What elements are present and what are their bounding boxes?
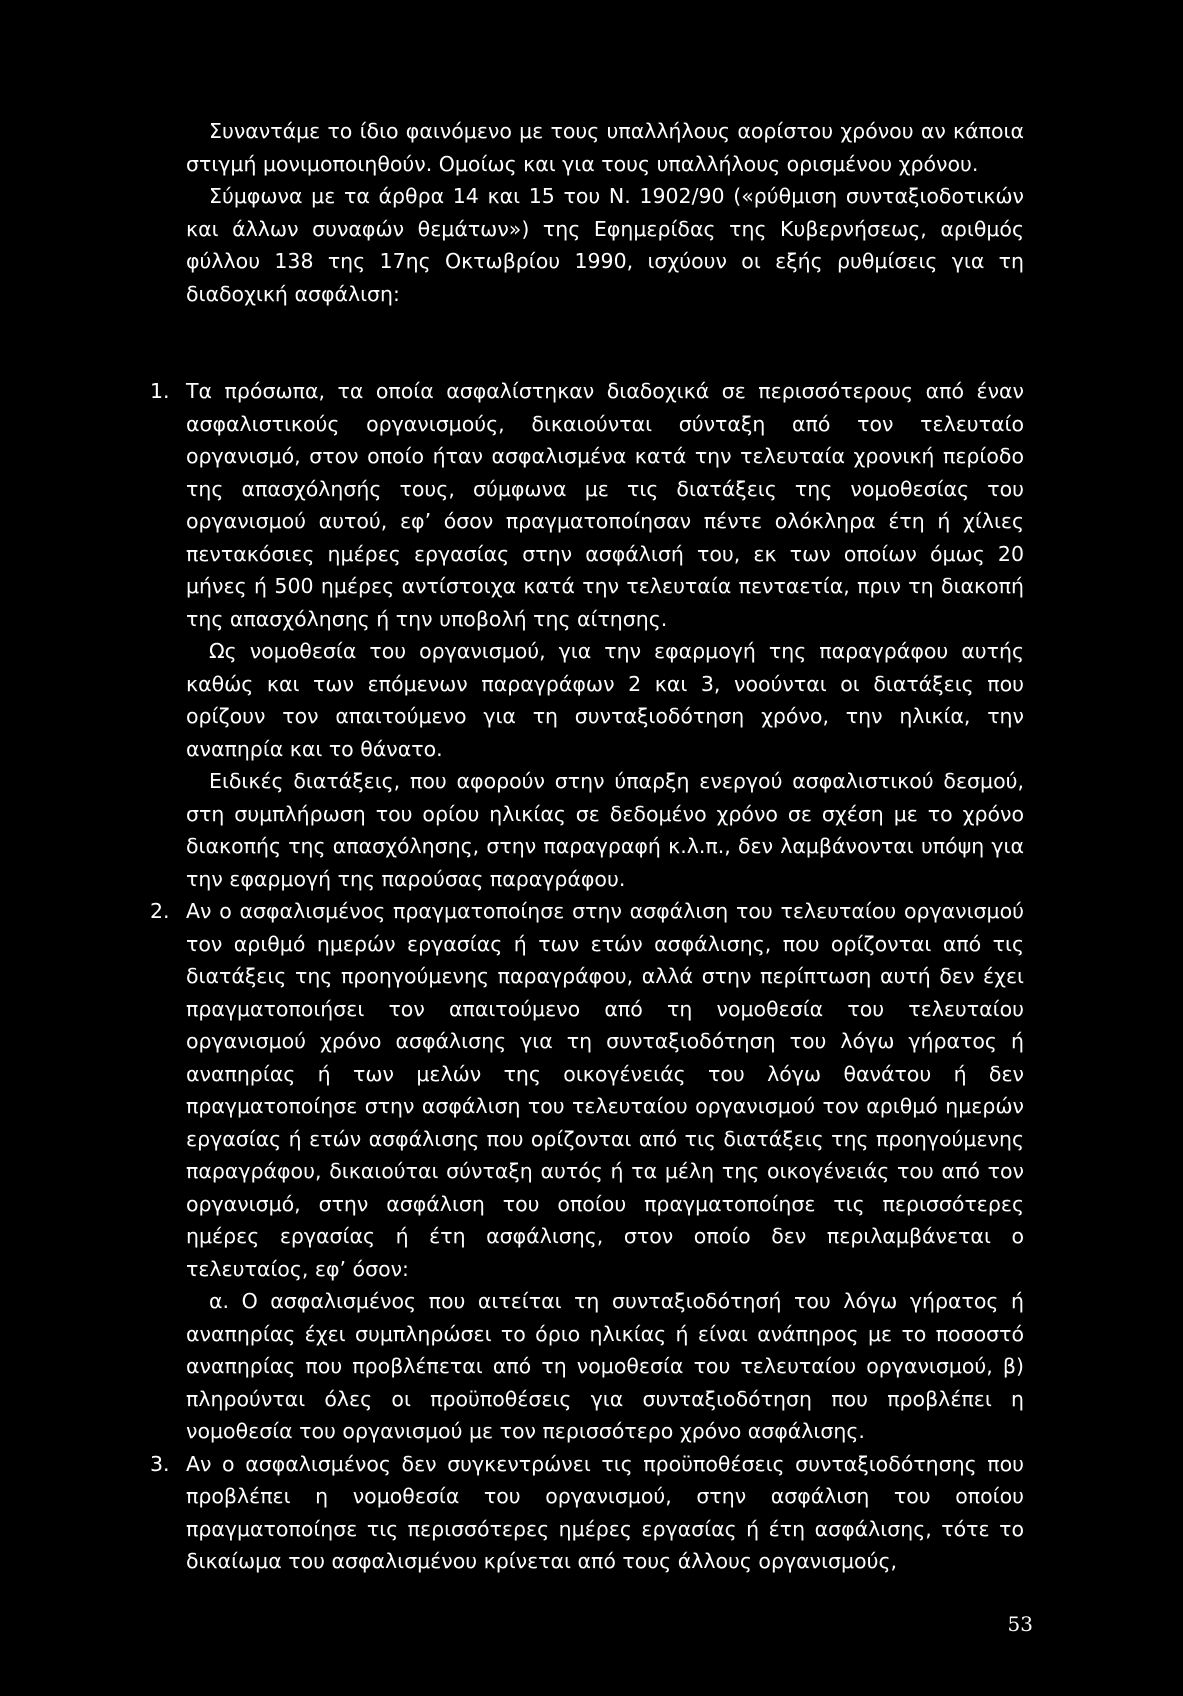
intro-paragraph-2: Σύμφωνα με τα άρθρα 14 και 15 του Ν. 1902/90 («ρύθμιση συνταξιοδοτικών και άλλων συναφών θεμάτων») της Εφημερίδας της Κυβερνήσεως, αριθμός φύλλου 138 της 17ης Οκτωβρίου 1990, ισχύουν οι εξής ρυθμίσεις για τη διαδοχική ασφάλιση: bbox=[186, 184, 1024, 306]
item-1-paragraph-3: Ειδικές διατάξεις, που αφορούν στην ύπαρξη ενεργού ασφαλιστικού δεσμού, στη συμπλήρωση του ορίου ηλικίας σε δεδομένο χρόνο σε σχέση με το χρόνο διακοπής της απασχόλησης, στην παραγραφή κ.λ.π., δεν λαμβάνονται υπόψη για την εφαρμογή της παρούσας παραγράφου. bbox=[186, 769, 1024, 891]
item-1-paragraph-2: Ως νομοθεσία του οργανισμού, για την εφαρμογή της παραγράφου αυτής καθώς και των επόμενων παραγράφων 2 και 3, νοούνται οι διατάξεις που ορίζουν τον απαιτούμενο για τη συνταξιοδότηση χρόνο, την ηλικία, την αναπηρία και το θάνατο. bbox=[186, 639, 1024, 761]
list-item-2 bbox=[150, 895, 1024, 1448]
section-gap bbox=[186, 310, 1024, 375]
list-item-number: 1. bbox=[150, 379, 170, 403]
list-item-number: 2. bbox=[150, 899, 170, 923]
list-item-3 bbox=[150, 1448, 1024, 1578]
list-item-1 bbox=[150, 375, 1024, 895]
list-item-number: 3. bbox=[150, 1451, 170, 1476]
item-3-paragraph-1: Αν ο ασφαλισμένος δεν συγκεντρώνει τις προϋποθέσεις συνταξιοδότησης που προβλέπει η νομοθεσία του οργανισμού, στην ασφάλιση του οποίου πραγματοποίησε τις περισσότερες ημέρες εργασίας ή έτη ασφάλισης, τότε το δικαίωμα του ασφαλισμένου κρίνεται από τους άλλους οργανισμούς, bbox=[186, 1451, 1024, 1573]
page-number: 53 bbox=[1007, 1612, 1033, 1636]
intro-paragraph-1: Συναντάμε το ίδιο φαινόμενο με τους υπαλλήλους αορίστου χρόνου αν κάποια στιγμή μονιμοποιηθούν. Ομοίως και για τους υπαλλήλους ορισμένου χρόνου. bbox=[186, 119, 1024, 176]
item-2-subparagraph-a: α. Ο ασφαλισμένος που αιτείται τη συνταξιοδότησή του λόγω γήρατος ή αναπηρίας έχει συμπληρώσει το όριο ηλικίας ή είναι ανάπηρος με το ποσοστό αναπηρίας που προβλέπεται από τη νομοθεσία του τελευταίου οργανισμού, β) πληρούνται όλες οι προϋποθέσεις για συνταξιοδότηση που προβλέπει η νομοθεσία του οργανισμού με τον περισσότερο χρόνο ασφάλισης. bbox=[186, 1289, 1024, 1443]
document-body bbox=[150, 115, 1024, 1578]
item-1-paragraph-1: Τα πρόσωπα, τα οποία ασφαλίστηκαν διαδοχικά σε περισσότερους από έναν ασφαλιστικούς οργανισμούς, δικαιούνται σύνταξη από τον τελευταίο οργανισμό, στον οποίο ήταν ασφαλισμένα κατά την τελευταία χρονική περίοδο της απασχόλησής τους, σύμφωνα με τις διατάξεις της νομοθεσίας του οργανισμού αυτού, εφ’ όσον πραγματοποίησαν πέντε ολόκληρα έτη ή χίλιες πεντακόσιες ημέρες εργασίας στην ασφάλισή του, εκ των οποίων όμως 20 μήνες ή 500 ημέρες αντίστοιχα κατά την τελευταία πενταετία, πριν τη διακοπή της απασχόλησης ή την υποβολή της αίτησης. bbox=[186, 379, 1024, 631]
item-2-paragraph-1: Αν ο ασφαλισμένος πραγματοποίησε στην ασφάλιση του τελευταίου οργανισμού τον αριθμό ημερών εργασίας ή των ετών ασφάλισης, που ορίζονται από τις διατάξεις της προηγούμενης παραγράφου, αλλά στην περίπτωση αυτή δεν έχει πραγματοποιήσει τον απαιτούμενο από τη νομοθεσία του τελευταίου οργανισμού χρόνο ασφάλισης για τη συνταξιοδότηση του λόγω γήρατος ή αναπηρίας ή των μελών της οικογένειάς του λόγω θανάτου ή δεν πραγματοποίησε στην ασφάλιση του τελευταίου οργανισμού τον αριθμό ημερών εργασίας ή ετών ασφάλισης που ορίζονται από τις διατάξεις της προηγούμενης παραγράφου, δικαιούται σύνταξη αυτός ή τα μέλη της οικογένειάς του από τον οργανισμό, στην ασφάλιση του οποίου πραγματοποίησε τις περισσότερες ημέρες εργασίας ή έτη ασφάλισης, στον οποίο δεν περιλαμβάνεται ο τελευταίος, εφ’ όσον: bbox=[186, 899, 1024, 1281]
